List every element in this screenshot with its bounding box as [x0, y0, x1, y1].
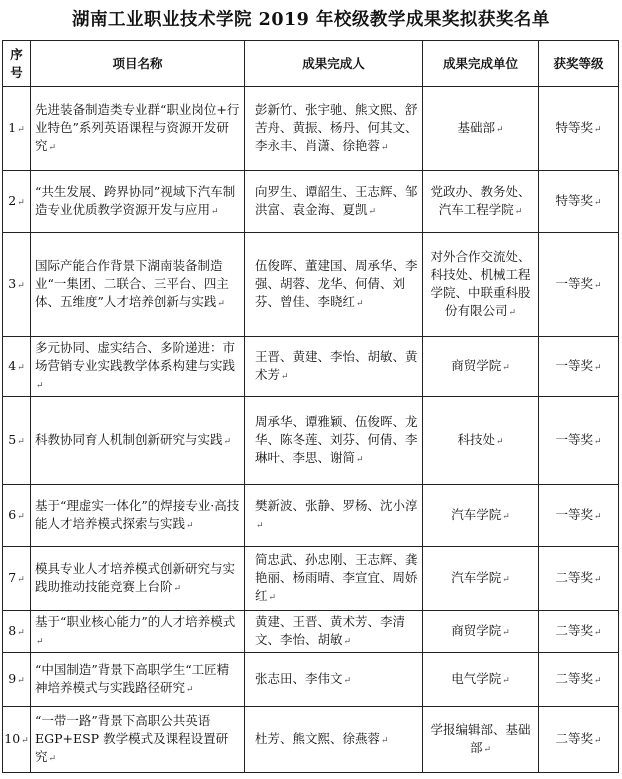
paragraph-mark: ↵	[593, 627, 602, 638]
paragraph-mark: ↵	[508, 307, 517, 318]
paragraph-mark: ↵	[268, 592, 277, 603]
row-index	[3, 337, 31, 397]
paragraph-mark: ↵	[36, 380, 44, 391]
row-project-name-text: 科教协同育人机制创新研究与实践	[35, 431, 223, 447]
paragraph-mark: ↵	[17, 675, 25, 686]
paragraph-mark: ↵	[217, 298, 225, 309]
table-row	[3, 337, 619, 397]
paragraph-mark: ↵	[173, 583, 182, 594]
paragraph-mark: ↵	[483, 744, 492, 755]
paragraph-mark: ↵	[186, 520, 194, 531]
row-award-text: 一等奖	[555, 506, 593, 522]
paragraph-mark: ↵	[381, 735, 389, 746]
row-people	[245, 171, 423, 233]
row-people	[245, 707, 423, 773]
row-unit-text: 基础部	[457, 119, 495, 135]
paragraph-mark: ↵	[186, 684, 194, 695]
paragraph-mark: ↵	[514, 206, 523, 217]
row-people	[245, 337, 423, 397]
row-project-name-text: “中国制造”背景下高职学生“工匠精神培养模式与实践路径研究	[35, 661, 230, 695]
row-award-text: 特等奖	[555, 119, 593, 135]
table-row	[3, 707, 619, 773]
row-unit-text: 党政办、教务处、汽车工程学院	[430, 183, 531, 217]
row-unit-text: 对外合作交流处、科技处、机械工程学院、中联重科股份有限公司	[430, 248, 531, 318]
row-award-text: 二等奖	[555, 622, 593, 638]
row-project-name	[31, 337, 245, 397]
row-project-name	[31, 87, 245, 171]
paragraph-mark: ↵	[502, 511, 510, 522]
row-index-text: 2	[8, 192, 17, 208]
paragraph-mark: ↵	[343, 675, 352, 686]
row-unit	[423, 397, 539, 485]
award-table	[2, 40, 619, 773]
paragraph-mark: ↵	[17, 511, 25, 522]
row-people-text: 黄建、王晋、黄术芳、李清文、李怡、胡敏	[255, 613, 406, 647]
table-row	[3, 611, 619, 653]
row-people-text: 樊新波、张静、罗杨、沈小淳	[255, 497, 418, 513]
row-unit	[423, 653, 539, 707]
row-unit	[423, 707, 539, 773]
row-project-name	[31, 397, 245, 485]
row-award-text: 二等奖	[555, 569, 593, 585]
row-unit-text: 电气学院	[451, 670, 502, 686]
row-unit	[423, 337, 539, 397]
header-project-name: 项目名称	[31, 41, 245, 87]
paragraph-mark: ↵	[356, 454, 364, 465]
row-unit-text: 汽车学院	[451, 569, 502, 585]
table-row	[3, 171, 619, 233]
paragraph-mark: ↵	[593, 362, 602, 373]
row-unit-text: 汽车学院	[451, 506, 502, 522]
row-people-text: 王晋、黄建、李怡、胡敏、黄术芳	[255, 348, 418, 382]
paragraph-mark: ↵	[223, 436, 232, 447]
row-award	[539, 337, 619, 397]
row-index	[3, 653, 31, 707]
row-award-text: 一等奖	[555, 357, 593, 373]
row-project-name-text: 基于“职业核心能力”的人才培养模式	[35, 613, 236, 629]
table-row	[3, 547, 619, 611]
row-people-text: 伍俊晖、董建国、周承华、李强、胡蓉、龙华、何倩、刘芬、曾佳、李晓红	[255, 257, 418, 309]
row-index	[3, 547, 31, 611]
paragraph-mark: ↵	[343, 636, 352, 647]
row-index-text: 3	[8, 275, 17, 291]
row-unit	[423, 171, 539, 233]
row-people-text: 简忠武、孙忠刚、王志辉、龚艳丽、杨雨晴、李宣宜、周娇红	[255, 551, 418, 603]
paragraph-mark: ↵	[48, 142, 57, 153]
row-project-name-text: “共生发展、跨界协同”视域下汽车制造专业优质教学资源开发与应用	[35, 183, 236, 217]
table-row	[3, 397, 619, 485]
paragraph-mark: ↵	[48, 753, 57, 764]
paragraph-mark: ↵	[495, 124, 504, 135]
row-project-name-text: 模具专业人才培养模式创新研究与实践助推动技能竞赛上台阶	[35, 560, 236, 594]
paragraph-mark: ↵	[368, 206, 377, 217]
row-award	[539, 171, 619, 233]
row-index	[3, 485, 31, 547]
row-award	[539, 397, 619, 485]
row-people	[245, 87, 423, 171]
row-people-text: 杜芳、熊文熙、徐燕蓉	[255, 730, 381, 746]
row-project-name-text: 基于“理虚实一体化”的焊接专业·高技能人才培养模式探索与实践	[35, 497, 240, 531]
row-award-text: 特等奖	[555, 192, 593, 208]
row-index	[3, 87, 31, 171]
row-project-name-text: 多元协同、虚实结合、多阶递进：市场营销专业实践教学体系构建与实践	[35, 339, 236, 373]
row-people	[245, 547, 423, 611]
row-index	[3, 233, 31, 337]
row-unit	[423, 87, 539, 171]
paragraph-mark: ↵	[593, 124, 602, 135]
paragraph-mark: ↵	[381, 142, 389, 153]
row-unit	[423, 233, 539, 337]
header-index: 序号	[3, 41, 31, 87]
row-people	[245, 611, 423, 653]
row-award	[539, 547, 619, 611]
table-row	[3, 87, 619, 171]
row-index-text: 10	[4, 730, 21, 746]
row-people-text: 彭新竹、张宇驰、熊文熙、舒苦舟、黄振、杨丹、何其文、李永丰、肖潇、徐艳蓉	[255, 101, 418, 153]
row-award	[539, 233, 619, 337]
paragraph-mark: ↵	[593, 675, 602, 686]
row-unit-text: 商贸学院	[451, 357, 502, 373]
row-unit-text: 学报编辑部、基础部	[430, 721, 531, 755]
row-unit-text: 科技处	[457, 431, 495, 447]
row-index-text: 6	[8, 506, 17, 522]
row-project-name	[31, 611, 245, 653]
row-project-name	[31, 233, 245, 337]
paragraph-mark: ↵	[17, 124, 25, 135]
row-project-name	[31, 707, 245, 773]
row-people	[245, 233, 423, 337]
table-row	[3, 485, 619, 547]
paragraph-mark: ↵	[593, 574, 602, 585]
row-index-text: 1	[8, 119, 17, 135]
header-people: 成果完成人	[245, 41, 423, 87]
paragraph-mark: ↵	[502, 574, 510, 585]
table-header-row	[3, 41, 619, 87]
paragraph-mark: ↵	[502, 362, 510, 373]
paragraph-mark: ↵	[356, 298, 364, 309]
header-unit: 成果完成单位	[423, 41, 539, 87]
paragraph-mark: ↵	[502, 627, 510, 638]
paragraph-mark: ↵	[502, 675, 510, 686]
paragraph-mark: ↵	[211, 206, 219, 217]
row-index	[3, 171, 31, 233]
row-award	[539, 653, 619, 707]
row-award	[539, 87, 619, 171]
row-index-text: 4	[8, 357, 17, 373]
row-index-text: 7	[8, 569, 17, 585]
paragraph-mark: ↵	[256, 520, 264, 531]
row-award-text: 二等奖	[555, 670, 593, 686]
paragraph-mark: ↵	[281, 371, 289, 382]
paragraph-mark: ↵	[17, 574, 25, 585]
row-people	[245, 485, 423, 547]
row-award-text: 一等奖	[555, 431, 593, 447]
row-people	[245, 397, 423, 485]
row-index	[3, 611, 31, 653]
paragraph-mark: ↵	[593, 197, 602, 208]
paragraph-mark: ↵	[21, 735, 29, 746]
row-people-text: 向罗生、谭韶生、王志辉、邹洪富、袁金海、夏凯	[255, 183, 418, 217]
paragraph-mark: ↵	[593, 511, 602, 522]
paragraph-mark: ↵	[17, 280, 25, 291]
row-award	[539, 485, 619, 547]
paragraph-mark: ↵	[17, 436, 25, 447]
document-title: 湖南工业职业技术学院 2019 年校级教学成果奖拟获奖名单	[72, 10, 550, 30]
row-unit	[423, 611, 539, 653]
row-people	[245, 653, 423, 707]
row-index-text: 8	[8, 622, 17, 638]
row-project-name	[31, 171, 245, 233]
row-index	[3, 707, 31, 773]
row-people-text: 周承华、谭雅颖、伍俊晖、龙华、陈冬莲、刘芬、何倩、李琳叶、李思、谢简	[255, 413, 418, 465]
paragraph-mark: ↵	[593, 735, 602, 746]
row-project-name	[31, 485, 245, 547]
row-project-name-text: “一带一路”背景下高职公共英语 EGP+ESP 教学模式及课程设置研究	[35, 712, 229, 764]
row-index-text: 9	[8, 670, 17, 686]
row-project-name	[31, 547, 245, 611]
row-project-name	[31, 653, 245, 707]
row-award-text: 一等奖	[555, 275, 593, 291]
row-project-name-text: 国际产能合作背景下湖南装备制造业“一集团、二联合、三平台、四主体、五维度”人才培养创新与实践	[35, 257, 229, 309]
row-index-text: 5	[8, 431, 17, 447]
row-index	[3, 397, 31, 485]
row-project-name-text: 先进装备制造类专业群“职业岗位+行业特色”系列英语课程与资源开发研究	[35, 101, 240, 153]
paragraph-mark: ↵	[495, 436, 504, 447]
row-award	[539, 611, 619, 653]
paragraph-mark: ↵	[593, 280, 602, 291]
row-people-text: 张志田、李伟文	[255, 670, 343, 686]
table-row	[3, 653, 619, 707]
row-award-text: 二等奖	[555, 730, 593, 746]
paragraph-mark: ↵	[36, 636, 44, 647]
paragraph-mark: ↵	[17, 362, 25, 373]
header-award: 获奖等级	[539, 41, 619, 87]
row-unit-text: 商贸学院	[451, 622, 502, 638]
paragraph-mark: ↵	[593, 436, 602, 447]
paragraph-mark: ↵	[17, 197, 25, 208]
row-unit	[423, 547, 539, 611]
table-row	[3, 233, 619, 337]
paragraph-mark: ↵	[17, 627, 25, 638]
row-award	[539, 707, 619, 773]
row-unit	[423, 485, 539, 547]
